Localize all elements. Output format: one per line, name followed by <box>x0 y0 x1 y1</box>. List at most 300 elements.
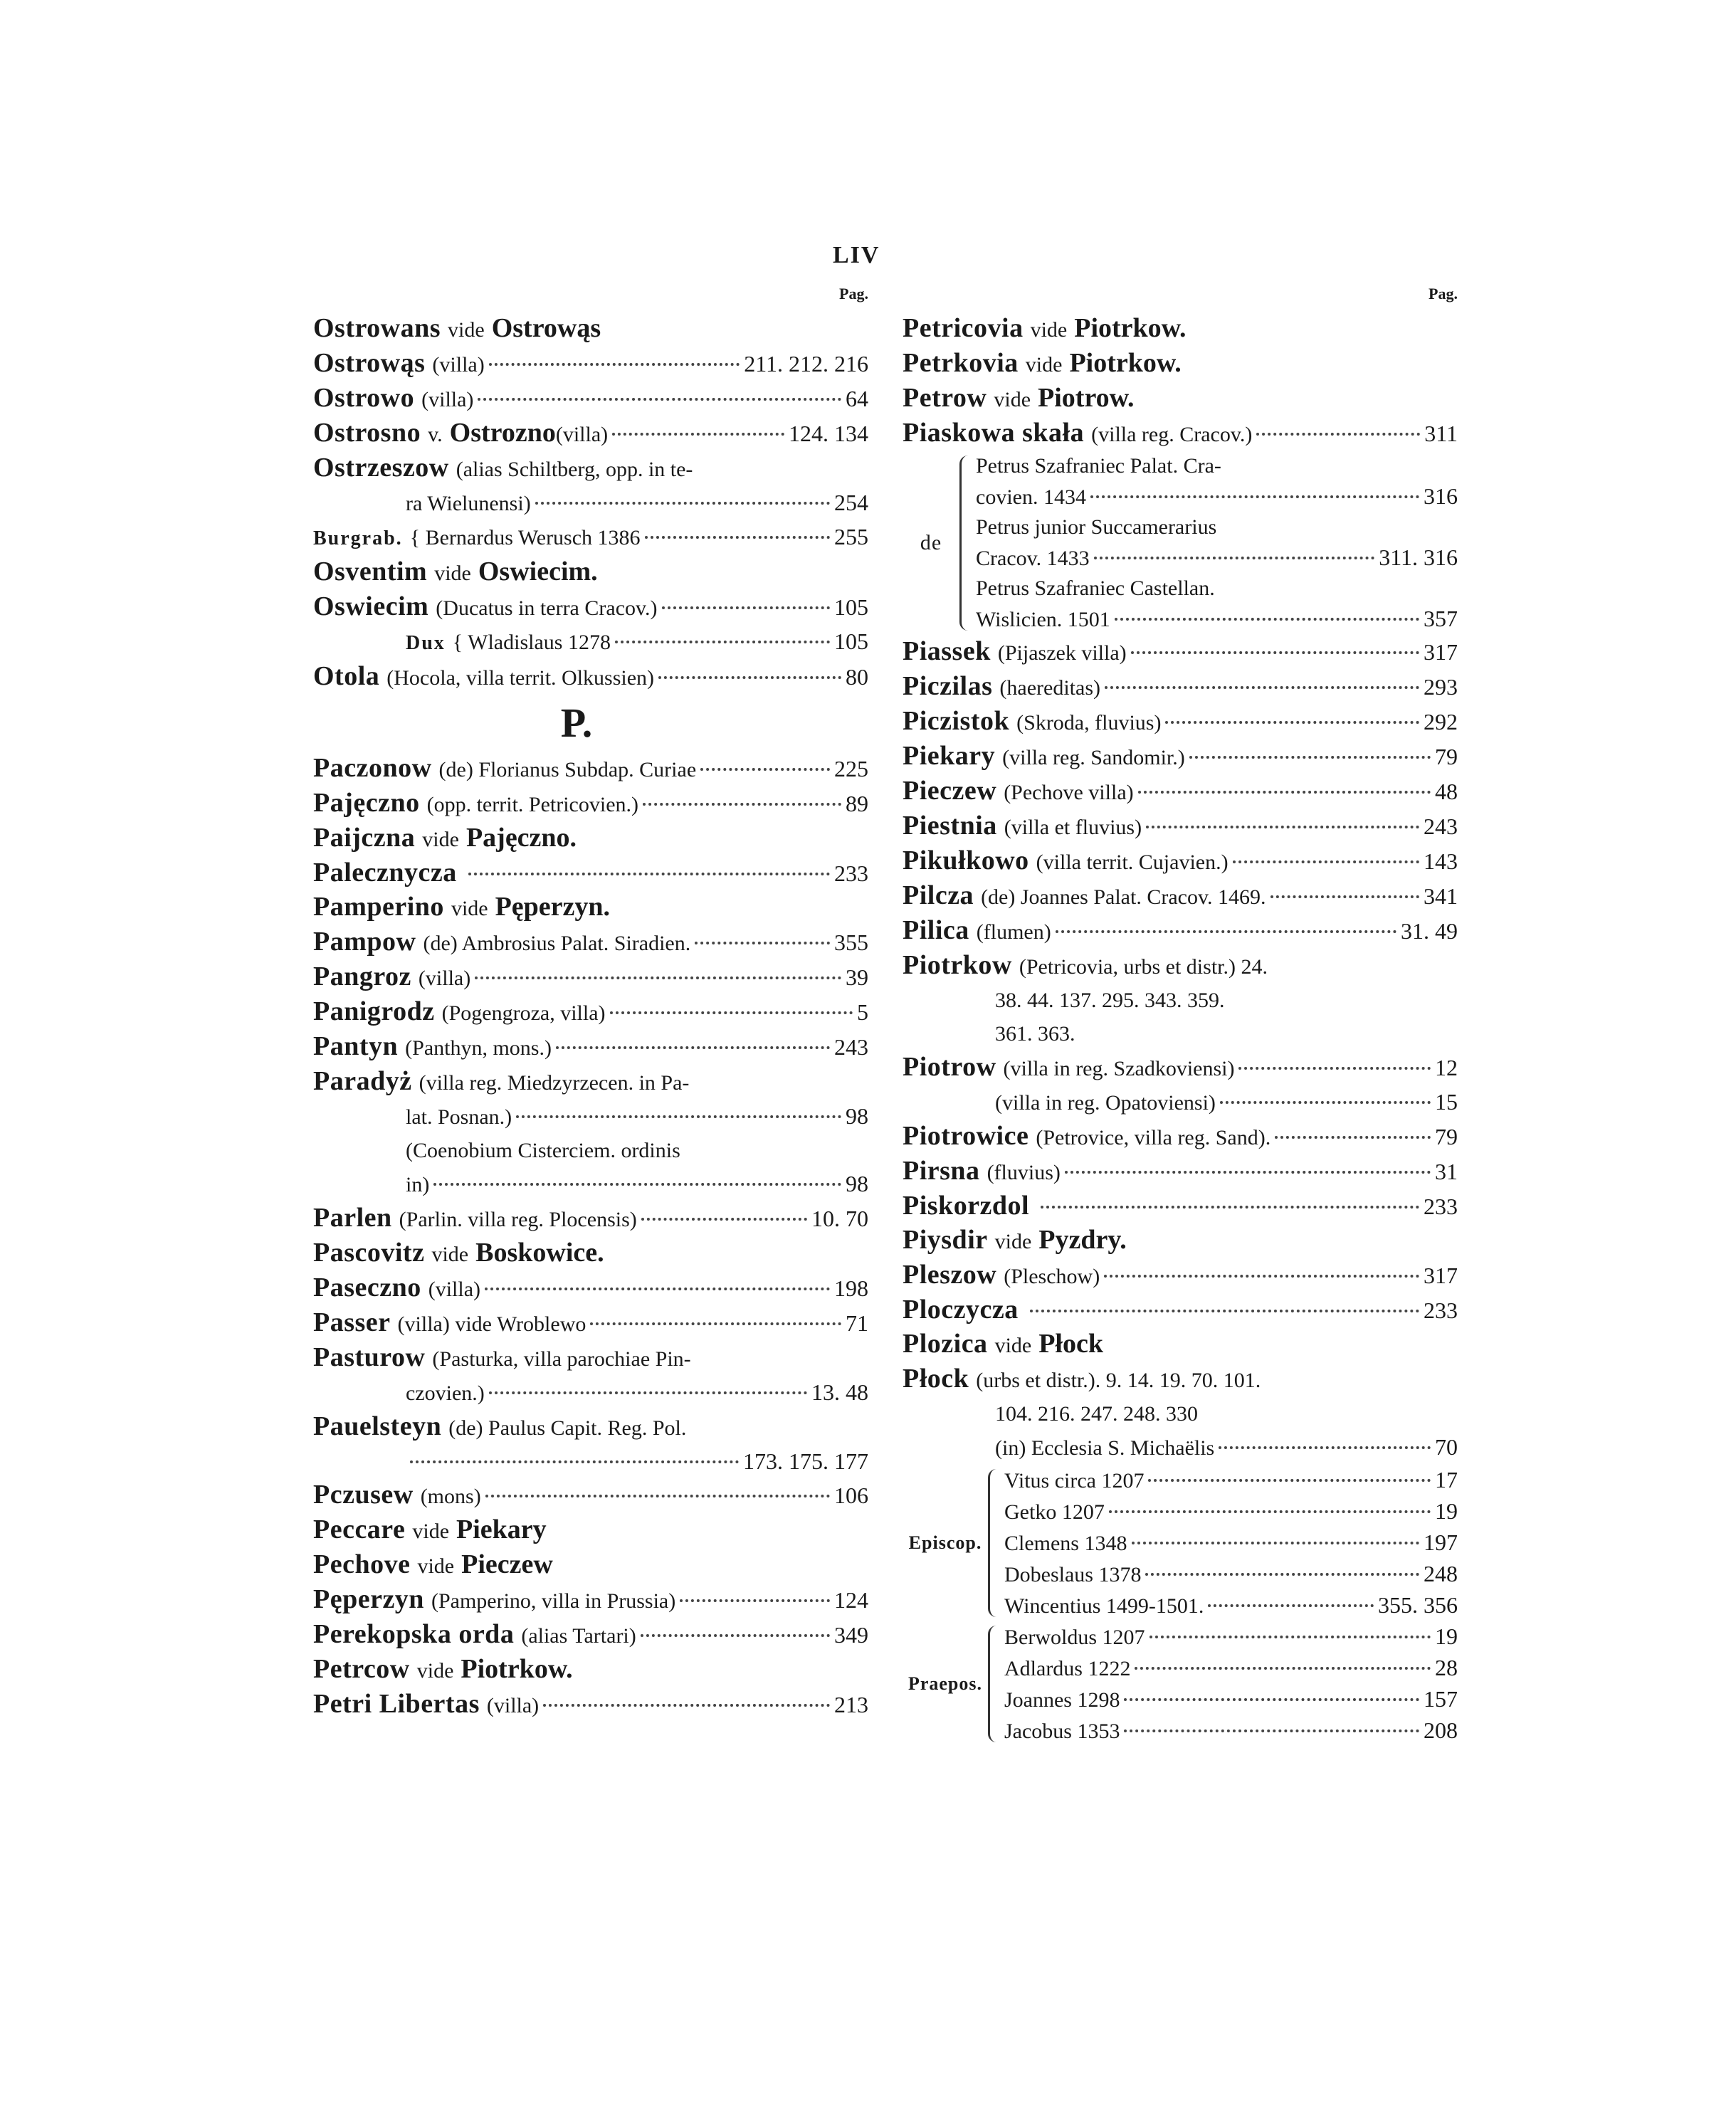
headword: Osventim <box>313 557 428 586</box>
entry-text: (villa reg. Miedzyrzecen. in Pa- <box>419 1071 690 1095</box>
page-ref: 233 <box>834 860 868 886</box>
headword: Pangroz <box>313 962 411 991</box>
brace <box>988 1469 1000 1617</box>
cross-reference: Ostrozno <box>449 418 556 448</box>
index-entry <box>313 995 868 1030</box>
leader-dots <box>1124 1698 1419 1701</box>
cross-reference: Piotrkow. <box>461 1654 573 1684</box>
entry-text: (villa) <box>428 1278 481 1301</box>
headword: Otola <box>313 661 380 691</box>
index-entry <box>313 1065 868 1100</box>
index-entry <box>313 1306 868 1341</box>
index-entry <box>903 1154 1458 1189</box>
group-label: Praepos. <box>908 1673 983 1694</box>
index-entry <box>313 925 868 960</box>
page-ref: 5 <box>857 999 868 1025</box>
entry-text: { Bernardus Werusch 1386 <box>409 526 641 549</box>
entry-text: (in) Ecclesia S. Michaëlis <box>995 1436 1215 1460</box>
entry-text: Petrus Szafraniec Palat. Cra- <box>976 454 1221 478</box>
entry-text: Getko 1207 <box>1004 1500 1105 1524</box>
group-items <box>976 451 1458 635</box>
page-ref: 317 <box>1424 1263 1458 1288</box>
page-ref: 157 <box>1424 1686 1458 1712</box>
page-ref: 124 <box>834 1587 868 1613</box>
leader-dots <box>610 1011 853 1014</box>
headword: Piestnia <box>903 811 997 841</box>
leader-dots <box>1275 1136 1431 1139</box>
page-ref: 311 <box>1424 421 1458 446</box>
page-ref: 233 <box>1424 1194 1458 1219</box>
entry-text: (Petricovia, urbs et distr.) 24. <box>1019 955 1268 979</box>
entry-text: (villa et fluvius) <box>1004 816 1142 839</box>
headword: Petri Libertas <box>313 1689 480 1719</box>
leader-dots <box>1131 651 1419 654</box>
entry-text: (villa) <box>486 1694 540 1717</box>
page-ref: 98 <box>846 1171 868 1196</box>
entry-text: (opp. territ. Petricovien.) <box>426 793 639 816</box>
page-ref: 233 <box>1424 1297 1458 1323</box>
entry-text: (Skroda, fluvius) <box>1016 711 1162 735</box>
headword: Piekary <box>903 741 996 771</box>
entry-text: in) <box>406 1173 430 1196</box>
entry-text: (villa) <box>418 967 471 990</box>
entry-text: vide <box>994 1334 1032 1357</box>
headword: Ostrowans <box>313 313 441 343</box>
entry-text: Vitus circa 1207 <box>1004 1469 1145 1492</box>
entry-text: Berwoldus 1207 <box>1004 1626 1145 1649</box>
index-entry <box>903 1431 1458 1465</box>
entry-text: (villa territ. Cujavien.) <box>1036 851 1229 874</box>
headword: Pascovitz <box>313 1238 425 1268</box>
entry-text: ra Wielunensi) <box>406 492 531 515</box>
index-entry <box>313 381 868 416</box>
page-ref: 39 <box>846 964 868 990</box>
leader-dots <box>662 606 830 609</box>
index-entry <box>903 739 1458 774</box>
index-entry <box>903 1189 1458 1223</box>
page-ref: 10. 70 <box>811 1206 868 1231</box>
group-items <box>1004 1621 1458 1747</box>
page-ref: 79 <box>1435 1124 1458 1149</box>
page-ref: 341 <box>1424 883 1458 909</box>
page-ref: 106 <box>834 1483 868 1508</box>
group-entry <box>1004 1653 1458 1684</box>
page-ref: 71 <box>846 1310 868 1336</box>
leader-dots <box>1165 721 1419 724</box>
cross-reference: Płock <box>1038 1329 1103 1359</box>
headword: Pęperzyn <box>313 1584 424 1614</box>
entry-text: { Wladislaus 1278 <box>452 631 611 654</box>
leader-dots <box>1150 1636 1431 1638</box>
index-entry <box>313 1618 868 1653</box>
page-ref: 19 <box>1435 1623 1458 1649</box>
index-entry <box>313 1030 868 1065</box>
leader-dots <box>1065 1171 1431 1174</box>
page-ref: 12 <box>1435 1055 1458 1080</box>
entry-text: (villa in reg. Opatoviensi) <box>995 1091 1216 1115</box>
page-ref: 31. 49 <box>1401 918 1458 944</box>
entry-text: Joannes 1298 <box>1004 1688 1120 1712</box>
index-entry <box>313 520 868 555</box>
leader-dots <box>643 803 841 806</box>
entry-text: (fluvius) <box>987 1161 1061 1184</box>
page-ref: 197 <box>1424 1530 1458 1555</box>
page-ref: 355. 356 <box>1378 1592 1458 1618</box>
entry-text: (de) Florianus Subdap. Curiae <box>438 758 697 781</box>
headword: Palecznycza <box>313 858 457 888</box>
entry-text: (Petrovice, villa reg. Sand). <box>1036 1126 1271 1149</box>
index-entry <box>903 1223 1458 1258</box>
page-ref: 208 <box>1424 1717 1458 1743</box>
headword: Pajęczno <box>313 788 420 818</box>
entry-text: 361. 363. <box>995 1022 1075 1046</box>
entry-text: (urbs et distr.). 9. 14. 19. 70. 101. <box>976 1369 1261 1392</box>
group-entry <box>1004 1496 1458 1527</box>
index-entry <box>903 1051 1458 1085</box>
leader-dots <box>1145 1573 1419 1576</box>
index-entry <box>313 786 868 821</box>
headword: Paseczno <box>313 1273 421 1302</box>
headword: Pauelsteyn <box>313 1411 442 1441</box>
entry-text: (mons) <box>420 1485 481 1508</box>
leader-dots <box>1146 826 1419 828</box>
index-entry <box>903 809 1458 844</box>
entry-text: (villa) vide Wroblewo <box>397 1312 586 1336</box>
leader-dots <box>489 363 740 366</box>
index-entry <box>313 1445 868 1478</box>
cross-reference: Oswiecim. <box>478 557 598 586</box>
leader-dots <box>1124 1729 1419 1732</box>
index-entry <box>903 914 1458 949</box>
cross-reference: Pieczew <box>461 1549 553 1579</box>
headword: Ostrowąs <box>313 348 426 378</box>
headword: Piassek <box>903 636 991 666</box>
page-ref: 19 <box>1435 1498 1458 1524</box>
page-ref: 255 <box>834 524 868 549</box>
entry-text: Jacobus 1353 <box>1004 1720 1120 1743</box>
index-entry <box>313 1513 868 1548</box>
headword: Piczistok <box>903 706 1010 736</box>
page-ref: 98 <box>846 1103 868 1129</box>
entry-text: lat. Posnan.) <box>406 1105 512 1129</box>
index-entry <box>313 590 868 625</box>
leader-dots <box>1208 1604 1374 1607</box>
headword: Parlen <box>313 1203 392 1233</box>
entry-text: (villa) <box>421 388 474 411</box>
entry-text: v. <box>428 423 443 446</box>
leader-dots <box>1056 930 1396 933</box>
index-entry <box>313 960 868 995</box>
entry-text: (villa in reg. Szadkoviensi) <box>1003 1057 1235 1080</box>
index-entry <box>903 774 1458 809</box>
headword: Peccare <box>313 1515 406 1544</box>
leader-dots <box>478 398 841 401</box>
headword: Piczilas <box>903 671 993 701</box>
page-ref: 254 <box>834 490 868 515</box>
index-entry <box>313 1167 868 1201</box>
entry-text: (alias Schiltberg, opp. in te- <box>456 458 693 481</box>
headword: Piskorzdol <box>903 1191 1030 1221</box>
headword: Piotrkow <box>903 950 1012 980</box>
index-entry <box>313 1271 868 1306</box>
leader-dots <box>1271 895 1419 898</box>
group-label: Episcop. <box>908 1532 982 1553</box>
entry-text: (alias Tartari) <box>521 1624 636 1648</box>
page-ref: 48 <box>1435 779 1458 804</box>
headword: Pilica <box>903 915 969 945</box>
page-ref: 293 <box>1424 674 1458 700</box>
leader-dots <box>543 1704 830 1707</box>
headword: Pamperino <box>313 892 444 922</box>
headword: Ostrosno <box>313 418 421 448</box>
page-ref: 15 <box>1435 1089 1458 1115</box>
index-entry <box>903 1017 1458 1051</box>
headword: Petricovia <box>903 313 1024 343</box>
leader-dots <box>645 536 830 539</box>
headword: Petrcow <box>313 1654 410 1684</box>
headword: Ostrzeszow <box>313 453 449 483</box>
group-entry <box>1004 1684 1458 1715</box>
entry-text: (de) Joannes Palat. Cracov. 1469. <box>981 885 1266 909</box>
page-ref: 213 <box>834 1692 868 1717</box>
right-column <box>903 285 1458 1747</box>
entry-text: vide <box>431 1243 469 1266</box>
entry-text: (villa) <box>432 353 485 377</box>
page-ref: 80 <box>846 664 868 690</box>
page-ref: 79 <box>1435 744 1458 769</box>
group-items <box>1004 1465 1458 1621</box>
headword: Panigrodz <box>313 996 435 1026</box>
cross-reference: Piotrkow. <box>1074 313 1187 343</box>
leader-dots <box>1189 756 1431 759</box>
page-ref: 317 <box>1424 639 1458 665</box>
leader-dots <box>1233 860 1419 863</box>
headword: Paijczna <box>313 823 416 853</box>
page-ref: 316 <box>1424 483 1458 509</box>
leader-dots <box>468 873 830 875</box>
group-label: de <box>920 531 942 554</box>
group-entry <box>976 512 1458 542</box>
entry-text: Wislicien. 1501 <box>976 608 1110 631</box>
headword: Pikułkowo <box>903 846 1029 875</box>
group-entry <box>1004 1465 1458 1496</box>
entry-text: (de) Ambrosius Palat. Siradien. <box>423 932 691 955</box>
entry-text: Petrus junior Succamerarius <box>976 515 1217 539</box>
cross-reference: Pyzdry. <box>1038 1225 1127 1255</box>
cross-reference: Ostrowąs <box>491 313 601 343</box>
brace <box>988 1626 1000 1742</box>
index-entry <box>903 879 1458 914</box>
entry-text: vide <box>412 1520 450 1543</box>
index-entry <box>313 1134 868 1167</box>
index-entry <box>903 635 1458 670</box>
headword: Pczusew <box>313 1480 414 1510</box>
leader-dots <box>433 1183 841 1186</box>
headword: Pantyn <box>313 1031 399 1061</box>
headword: Pampow <box>313 927 416 957</box>
page-ref: 105 <box>834 594 868 620</box>
index-entry <box>313 312 868 347</box>
entry-text: (Pamperino, villa in Prussia) <box>431 1589 676 1613</box>
headword: Dux <box>406 632 446 654</box>
index-entry <box>313 1100 868 1134</box>
index-entry <box>313 752 868 786</box>
index-entry <box>903 1258 1458 1293</box>
index-entry <box>903 416 1458 451</box>
page-ref: 349 <box>834 1622 868 1648</box>
group-entry <box>1004 1559 1458 1590</box>
index-entry <box>903 381 1458 416</box>
entry-text: (Ducatus in terra Cracov.) <box>436 596 658 620</box>
leader-dots <box>695 942 830 944</box>
leader-dots <box>1090 495 1419 498</box>
index-entry <box>903 670 1458 705</box>
entry-text: Clemens 1348 <box>1004 1532 1127 1555</box>
leader-dots <box>1115 618 1419 621</box>
pag-label: Pag. <box>839 285 868 302</box>
entry-text: Wincentius 1499-1501. <box>1004 1594 1204 1618</box>
entry-text: (villa reg. Cracov.) <box>1091 423 1253 446</box>
leader-dots <box>641 1218 807 1221</box>
index-entry <box>313 1478 868 1513</box>
page-ref: 225 <box>834 756 868 781</box>
headword: Paczonow <box>313 753 432 783</box>
entry-text: vide <box>434 562 471 585</box>
cross-reference: Pęperzyn. <box>495 892 611 922</box>
headword: Burgrab. <box>313 527 403 549</box>
index-entry <box>313 1410 868 1445</box>
entry-text: (Parlin. villa reg. Plocensis) <box>399 1208 637 1231</box>
page-ref: 198 <box>834 1275 868 1301</box>
entry-text: (villa reg. Sandomir.) <box>1002 746 1185 769</box>
page-ref: 143 <box>1424 848 1458 874</box>
cross-reference: Boskowice. <box>475 1238 604 1268</box>
page-ref: 17 <box>1435 1467 1458 1492</box>
cross-reference: Piotrkow. <box>1069 348 1182 378</box>
entry-text: (haereditas) <box>999 676 1100 700</box>
leader-dots <box>556 1046 830 1049</box>
page-ref: 173. 175. 177 <box>743 1448 868 1474</box>
page-ref: 105 <box>834 628 868 654</box>
leader-dots <box>1094 557 1375 559</box>
group-entry <box>1004 1527 1458 1559</box>
headword: Perekopska orda <box>313 1619 515 1649</box>
index-entry <box>903 312 1458 347</box>
page-ref: 124. 134 <box>789 421 868 446</box>
index-entry <box>903 949 1458 984</box>
entry-text: (Coenobium Cisterciem. ordinis <box>406 1139 680 1162</box>
headword: Piaskowa skała <box>903 418 1085 448</box>
leader-dots <box>535 502 830 505</box>
entry-text: (Pogengroza, villa) <box>441 1001 606 1025</box>
entry-text: vide <box>422 828 459 851</box>
entry-text: vide <box>416 1659 454 1683</box>
page-ref: 31 <box>1435 1159 1458 1184</box>
entry-text: vide <box>417 1554 455 1578</box>
headword: Petrkovia <box>903 348 1019 378</box>
leader-dots <box>1030 1310 1419 1312</box>
index-entry <box>313 1583 868 1618</box>
leader-dots <box>1256 433 1420 436</box>
leader-dots <box>410 1460 739 1463</box>
leader-dots <box>1219 1446 1431 1449</box>
leader-dots <box>1132 1542 1420 1544</box>
index-entry <box>313 821 868 856</box>
left-entries-o <box>313 312 868 695</box>
headword: Petrow <box>903 383 987 413</box>
index-entry <box>313 1201 868 1236</box>
leader-dots <box>1041 1206 1419 1209</box>
headword: Paradyż <box>313 1066 412 1096</box>
entry-text: (villa) <box>555 423 609 446</box>
headword: Pieczew <box>903 776 997 806</box>
headword: Piysdir <box>903 1225 988 1255</box>
leader-dots <box>1220 1101 1431 1104</box>
entry-text: czovien.) <box>406 1381 485 1405</box>
index-entry <box>903 1327 1458 1362</box>
piaskowa-group <box>903 451 1458 635</box>
leader-dots <box>489 1391 807 1394</box>
cross-reference: Piekary <box>456 1515 547 1544</box>
episcop-group <box>903 1465 1458 1621</box>
index-entry <box>313 451 868 486</box>
entry-text: vide <box>994 388 1031 411</box>
entry-text: covien. 1434 <box>976 485 1086 509</box>
entry-text: Cracov. 1433 <box>976 547 1090 570</box>
page-ref: 248 <box>1424 1561 1458 1586</box>
headword: Pechove <box>313 1549 411 1579</box>
leader-dots <box>1135 1667 1431 1670</box>
pag-label: Pag. <box>1429 285 1458 302</box>
index-entry <box>313 416 868 451</box>
index-entry <box>903 844 1458 879</box>
leader-dots <box>485 1288 830 1290</box>
entry-text: (Pleschow) <box>1004 1265 1100 1288</box>
index-entry <box>313 1376 868 1410</box>
index-entry <box>313 1688 868 1722</box>
page-number: LIV <box>833 242 880 268</box>
leader-dots <box>516 1115 841 1118</box>
index-entry <box>903 1293 1458 1327</box>
entry-text: vide <box>451 897 488 920</box>
page-ref: 357 <box>1424 606 1458 631</box>
page-ref: 243 <box>834 1034 868 1060</box>
leader-dots <box>1238 1067 1431 1070</box>
headword: Ostrowo <box>313 383 415 413</box>
page-ref: 292 <box>1424 709 1458 735</box>
index-entry <box>313 856 868 890</box>
group-entry <box>976 451 1458 481</box>
page-ref: 243 <box>1424 814 1458 839</box>
leader-dots <box>1105 686 1419 689</box>
group-entry <box>976 574 1458 604</box>
index-entry <box>313 625 868 660</box>
index-entry <box>313 347 868 381</box>
headword: Pasturow <box>313 1342 426 1372</box>
entry-text: (Pijaszek villa) <box>997 641 1127 665</box>
leader-dots <box>615 641 830 643</box>
brace <box>959 456 972 631</box>
leader-dots <box>590 1322 841 1325</box>
leader-dots <box>700 768 830 771</box>
entry-text: (flumen) <box>976 920 1051 944</box>
entry-text: vide <box>994 1230 1032 1253</box>
index-entry <box>903 347 1458 381</box>
index-entry <box>313 486 868 520</box>
right-entries-middle <box>903 635 1458 1465</box>
page-ref: 28 <box>1435 1655 1458 1680</box>
index-entry <box>313 1341 868 1376</box>
